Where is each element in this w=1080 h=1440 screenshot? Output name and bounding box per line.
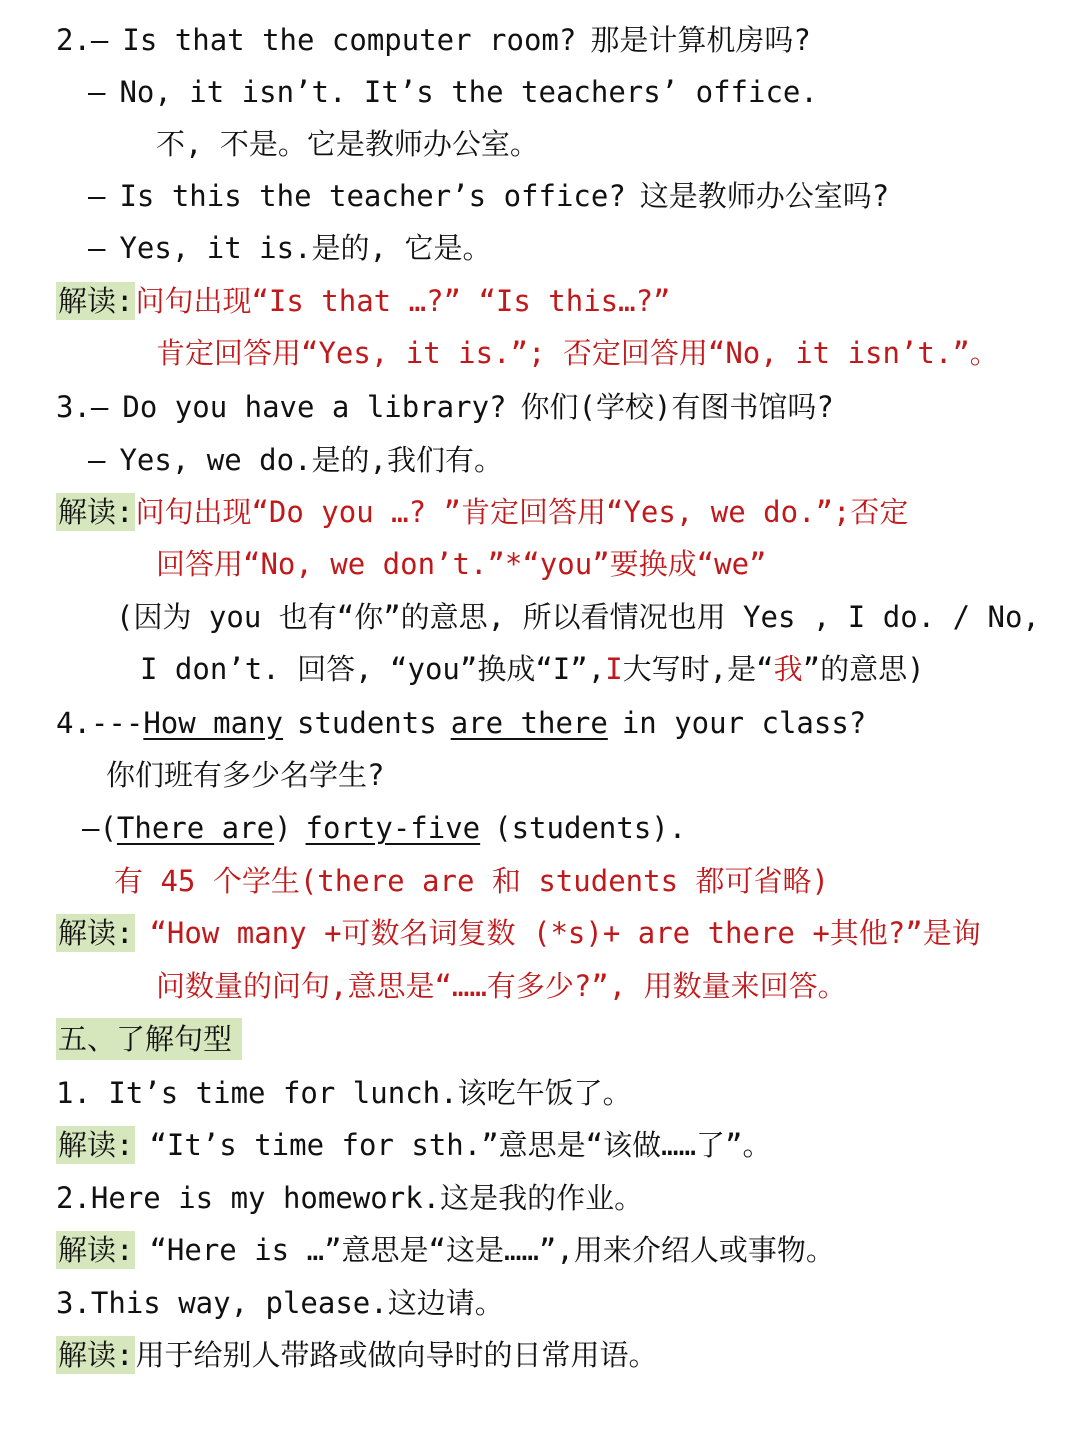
s3-extra-i: I <box>605 652 623 686</box>
s3-note-tag: 解读: <box>58 495 134 529</box>
part5-item2-line <box>56 1172 1050 1224</box>
s2-question2-line <box>88 170 1050 222</box>
s4-note-tag: 解读: <box>58 916 134 950</box>
s2-answer1-cn: 不, 不是。它是教师办公室。 <box>156 127 539 161</box>
part5-item3-cn: 这边请。 <box>387 1286 504 1320</box>
s4-answer-cn: 有 45 个学生(there are 和 students 都可省略) <box>114 864 829 898</box>
part5-item3-note: 用于给别人带路或做向导时的日常用语。 <box>135 1338 658 1372</box>
s2-question-cn: 那是计算机房吗? <box>590 23 811 57</box>
part5-item2-cn: 这是我的作业。 <box>440 1181 644 1215</box>
s4-question-cn-line <box>106 749 1050 801</box>
part5-item3-tag: 解读: <box>58 1338 134 1372</box>
s3-extra-wo: 我 <box>773 652 803 686</box>
s4-answer-cn-line <box>114 855 1050 907</box>
s2-note-text1: 问句出现“Is that …?” “Is this…?” <box>135 284 671 318</box>
s2-dash: — <box>90 23 109 57</box>
s4-answer-dash: —( <box>82 811 117 845</box>
s2-answer2-dash: — <box>88 231 106 265</box>
s3-question-en: Do you have a library? <box>122 390 507 424</box>
s4-forty-five: forty-five <box>305 811 481 845</box>
s4-note-line1 <box>56 907 1050 959</box>
s2-answer1-dash: — <box>88 75 106 109</box>
s2-answer2-line <box>88 222 1050 274</box>
s4-prefix: 4.--- <box>56 706 144 740</box>
s4-there-are: There are <box>116 811 275 845</box>
part5-item1-en: 1. It’s time for lunch. <box>56 1076 458 1110</box>
s3-extra-text2b: 大写时,是“ <box>622 652 774 686</box>
s3-extra-line2 <box>140 643 1050 695</box>
s4-note-line2 <box>156 960 1050 1012</box>
s4-how-many: How many <box>143 706 283 740</box>
s3-number: 3. <box>56 390 91 424</box>
s2-question-line <box>56 14 1050 66</box>
part5-item1-line <box>56 1067 1050 1119</box>
part5-item2-en: 2.Here is my homework. <box>56 1181 441 1215</box>
s3-note-text2: 回答用“No, we don’t.”*“you”要换成“we” <box>156 547 767 581</box>
s2-note-text2: 肯定回答用“Yes, it is.”; 否定回答用“No, it isn’t.”。 <box>156 336 999 370</box>
s3-extra-text2a: I don’t. 回答, “you”换成“I”, <box>140 652 606 686</box>
part5-item3-en: 3.This way, please. <box>56 1286 388 1320</box>
part5-item1-note-line <box>56 1119 1050 1171</box>
s2-answer1-en: No, it isn’t. It’s the teachers’ office. <box>119 75 818 109</box>
s2-answer1-line <box>88 66 1050 118</box>
part5-item2-note: “Here is …”意思是“这是……”,用来介绍人或事物。 <box>149 1233 835 1267</box>
part5-item1-cn: 该吃午饭了。 <box>457 1076 632 1110</box>
s4-question-cn: 你们班有多少名学生? <box>106 758 385 792</box>
s3-extra-text1: (因为 you 也有“你”的意思, 所以看情况也用 Yes , I do. / No, <box>116 600 1040 634</box>
s3-note-text1: 问句出现“Do you …? ”肯定回答用“Yes, we do.”;否定 <box>135 495 909 529</box>
part5-item2-tag: 解读: <box>58 1233 134 1267</box>
s4-answer-close: ) <box>274 811 292 845</box>
s2-answer1-cn-line <box>156 118 1050 170</box>
s4-students: students <box>297 706 437 740</box>
s3-answer-dash: — <box>88 443 106 477</box>
s2-question-en: Is that the computer room? <box>122 23 577 57</box>
s3-extra-text2c: ”的意思) <box>802 652 925 686</box>
s2-answer2-cn: 是的, 它是。 <box>311 231 492 265</box>
s3-question-cn: 你们(学校)有图书馆吗? <box>520 390 834 424</box>
s2-question2-en: Is this the teacher’s office? <box>119 179 626 213</box>
s3-answer-cn: 是的,我们有。 <box>311 443 503 477</box>
s2-note-line2 <box>156 327 1050 379</box>
s3-dash: — <box>90 390 109 424</box>
s2-note-tag: 解读: <box>58 284 134 318</box>
s4-answer-students: (students). <box>494 811 687 845</box>
s4-rest: in your class? <box>621 706 867 740</box>
part5-item1-note: “It’s time for sth.”意思是“该做……了”。 <box>149 1128 772 1162</box>
part5-item3-line <box>56 1277 1050 1329</box>
s2-question2-cn: 这是教师办公室吗? <box>639 179 890 213</box>
s3-extra-line1 <box>116 591 1050 643</box>
s2-question2-dash: — <box>88 179 106 213</box>
s4-question-line <box>56 697 1050 749</box>
s3-note-line1 <box>56 486 1050 538</box>
s3-note-line2 <box>156 538 1050 590</box>
s2-number: 2. <box>56 23 91 57</box>
part5-item2-note-line <box>56 1224 1050 1276</box>
s3-question-line <box>56 381 1050 433</box>
s4-note-text2: 问数量的问句,意思是“……有多少?”, 用数量来回答。 <box>156 969 847 1003</box>
s3-answer-line <box>88 434 1050 486</box>
s4-answer-line <box>82 802 1050 854</box>
part5-item1-tag: 解读: <box>58 1128 134 1162</box>
s3-answer-en: Yes, we do. <box>119 443 312 477</box>
part5-heading: 五、了解句型 <box>56 1018 242 1060</box>
part5-item3-note-line <box>56 1329 1050 1381</box>
s2-answer2-en: Yes, it is. <box>119 231 312 265</box>
s4-note-text1: “How many +可数名词复数 (*s)+ are there +其他?”是询 <box>149 916 981 950</box>
s2-note-line1 <box>56 275 1050 327</box>
s4-are-there: are there <box>450 706 608 740</box>
part5-heading-line <box>56 1013 1050 1065</box>
